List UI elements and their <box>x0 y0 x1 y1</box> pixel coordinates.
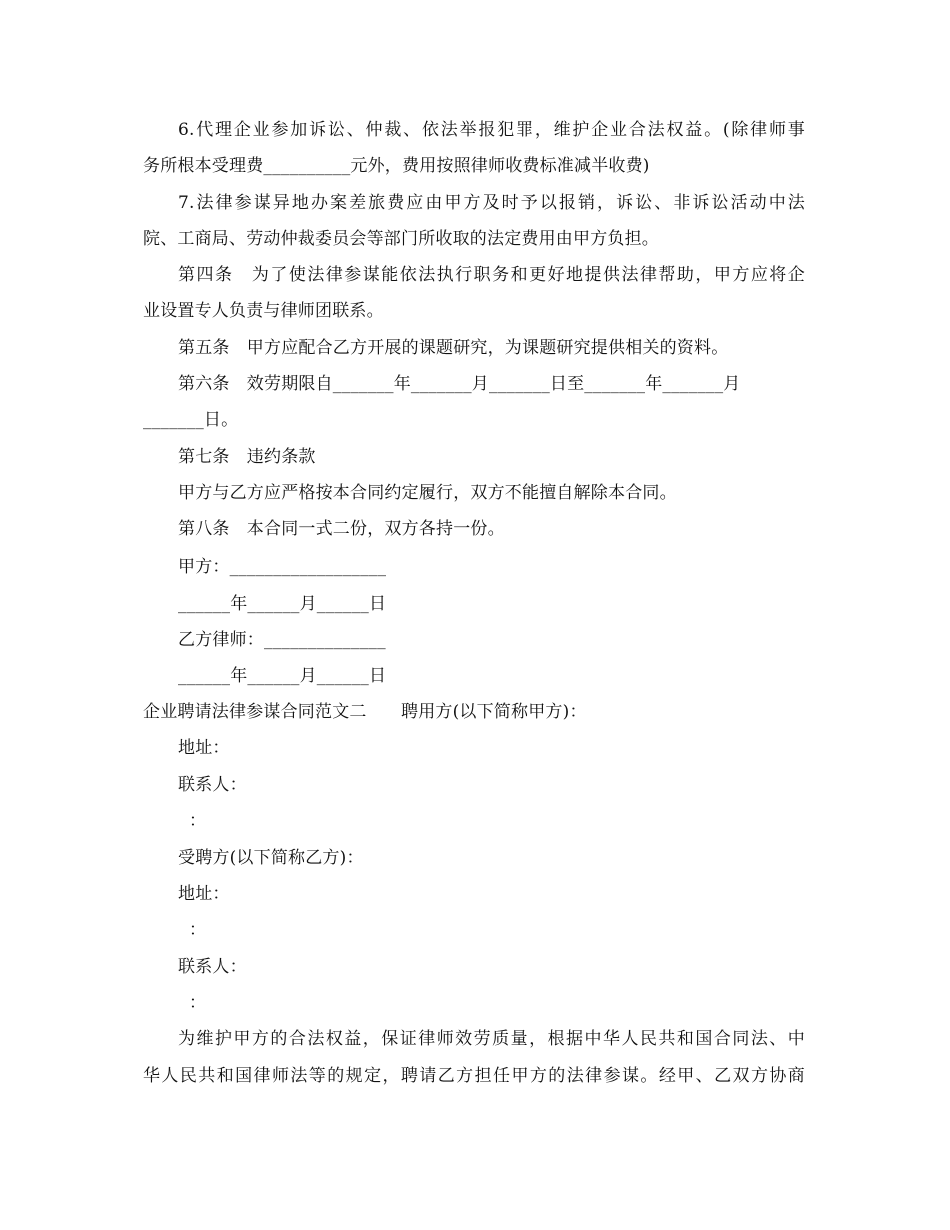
clause-7-line-2: 院、工商局、劳动仲裁委员会等部门所收取的法定费用由甲方负担。 <box>143 229 659 249</box>
clause-6-line-2: 务所根本受理费__________元外，费用按照律师收费标准减半收费) <box>143 156 650 176</box>
employer-address: 地址： <box>178 738 230 758</box>
article-6-line-1: 第六条 效劳期限自_______年_______月_______日至_______年_______月 <box>178 374 741 394</box>
section-title-template-2: 企业聘请法律参谋合同范文二 聘用方(以下简称甲方)： <box>143 702 587 722</box>
party-a-signature: 甲方：__________________ <box>178 557 387 577</box>
preamble-line-1: 为维护甲方的合法权益，保证律师效劳质量，根据中华人民共和国合同法、中 <box>178 1029 805 1049</box>
employee-contact: 联系人： <box>178 957 247 977</box>
employee-address: 地址： <box>178 884 230 904</box>
employer-contact: 联系人： <box>178 775 247 795</box>
article-5: 第五条 甲方应配合乙方开展的课题研究，为课题研究提供相关的资料。 <box>178 338 729 358</box>
clause-7-line-1: 7.法律参谋异地办案差旅费应由甲方及时予以报销，诉讼、非诉讼活动中法 <box>178 193 805 213</box>
employee-blank-field-2: ： <box>189 993 207 1013</box>
article-7-body: 甲方与乙方应严格按本合同约定履行，双方不能擅自解除本合同。 <box>178 483 677 503</box>
preamble-line-2: 华人民共和国律师法等的规定，聘请乙方担任甲方的法律参谋。经甲、乙双方协商 <box>143 1066 805 1086</box>
clause-6-line-1: 6.代理企业参加诉讼、仲裁、依法举报犯罪，维护企业合法权益。(除律师事 <box>178 120 805 140</box>
article-4-line-2: 业设置专人负责与律师团联系。 <box>143 301 384 321</box>
party-b-date: ______年______月______日 <box>178 666 387 686</box>
article-7-heading: 第七条 违约条款 <box>178 447 316 467</box>
article-8: 第八条 本合同一式二份，双方各持一份。 <box>178 519 505 539</box>
employee-party-heading: 受聘方(以下简称乙方)： <box>178 848 364 868</box>
article-4-line-1: 第四条 为了使法律参谋能依法执行职务和更好地提供法律帮助，甲方应将企 <box>178 265 805 285</box>
employer-blank-field: ： <box>189 811 207 831</box>
party-b-lawyer-signature: 乙方律师：______________ <box>178 630 386 650</box>
article-6-line-2: _______日。 <box>143 410 239 430</box>
employee-blank-field-1: ： <box>189 920 207 940</box>
party-a-date: ______年______月______日 <box>178 594 387 614</box>
